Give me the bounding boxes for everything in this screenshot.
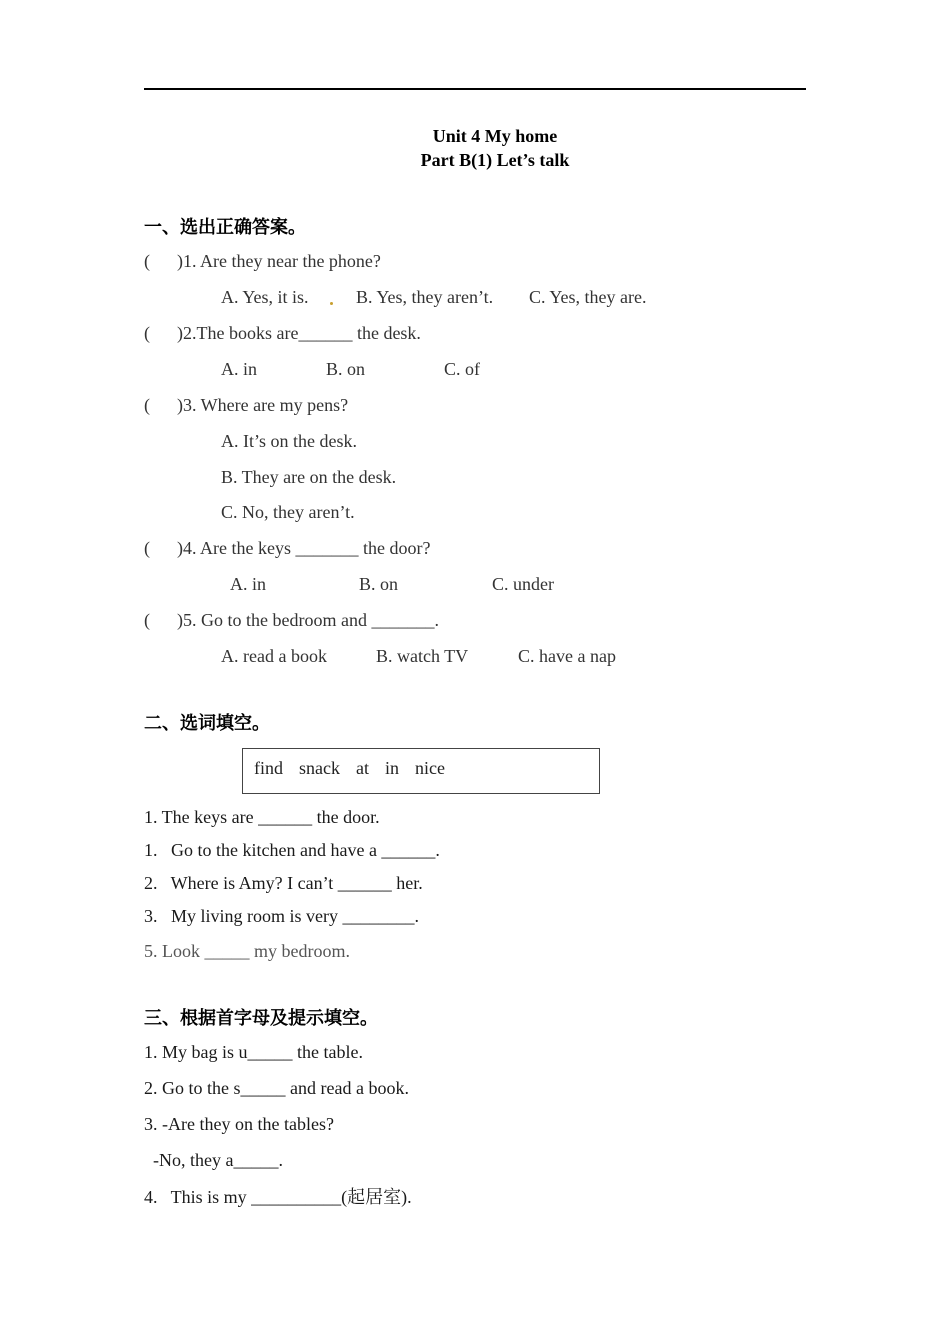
question-4-option-a: A. in: [230, 574, 266, 594]
question-3-option-c: C. No, they aren’t.: [221, 502, 355, 522]
fill-item: 2. Where is Amy? I can’t ______ her.: [144, 873, 423, 893]
word-bank-word: nice: [415, 758, 445, 778]
hint-item: 3. -Are they on the tables?: [144, 1114, 334, 1134]
word-bank: [254, 757, 461, 779]
section1-heading: 一、选出正确答案。: [144, 217, 306, 238]
section2-heading: 二、选词填空。: [144, 713, 270, 734]
word-bank-word: find: [254, 758, 283, 778]
hint-item: 2. Go to the s_____ and read a book.: [144, 1078, 409, 1098]
word-bank-word: at: [355, 758, 369, 778]
question-5-option-c: C. have a nap: [518, 646, 616, 666]
question-5-stem: ( )5. Go to the bedroom and _______.: [144, 610, 439, 630]
fill-item: 1. Go to the kitchen and have a ______.: [144, 840, 440, 860]
question-1-option-b: B. Yes, they aren’t.: [356, 287, 494, 307]
fill-item: 1. The keys are ______ the door.: [144, 807, 380, 827]
question-1-stem: ( )1. Are they near the phone?: [144, 251, 381, 271]
question-3-option-a: A. It’s on the desk.: [221, 431, 357, 451]
question-2-stem: ( )2.The books are______ the desk.: [144, 323, 421, 343]
question-2-option-b: B. on: [326, 359, 366, 379]
question-4-option-c: C. under: [492, 574, 554, 594]
fill-item: 3. My living room is very ________.: [144, 906, 419, 926]
question-2-option-c: C. of: [444, 359, 480, 379]
question-1-option-a: A. Yes, it is.: [221, 287, 309, 307]
question-5-option-a: A. read a book: [221, 646, 327, 666]
question-4-stem: ( )4. Are the keys _______ the door?: [144, 538, 431, 558]
word-bank-word: in: [384, 758, 399, 778]
question-1-option-c: C. Yes, they are.: [529, 287, 647, 307]
question-3-option-b: B. They are on the desk.: [221, 467, 397, 487]
hint-item: 4. This is my __________(起居室).: [144, 1187, 412, 1207]
unit-title: Unit 4 My home: [432, 126, 558, 146]
question-4-option-b: B. on: [359, 574, 399, 594]
fill-item: 5. Look _____ my bedroom.: [144, 941, 350, 961]
header-rule: [144, 88, 806, 90]
hint-item: 1. My bag is u_____ the table.: [144, 1042, 363, 1062]
question-3-stem: ( )3. Where are my pens?: [144, 395, 349, 415]
word-bank-word: snack: [299, 758, 340, 778]
question-5-option-b: B. watch TV: [376, 646, 469, 666]
section3-heading: 三、根据首字母及提示填空。: [144, 1008, 378, 1029]
part-title: Part B(1) Let’s talk: [420, 150, 570, 170]
stray-dot: [330, 302, 333, 305]
hint-item: -No, they a_____.: [144, 1150, 283, 1170]
word-bank-box: [242, 748, 600, 794]
question-2-option-a: A. in: [221, 359, 257, 379]
